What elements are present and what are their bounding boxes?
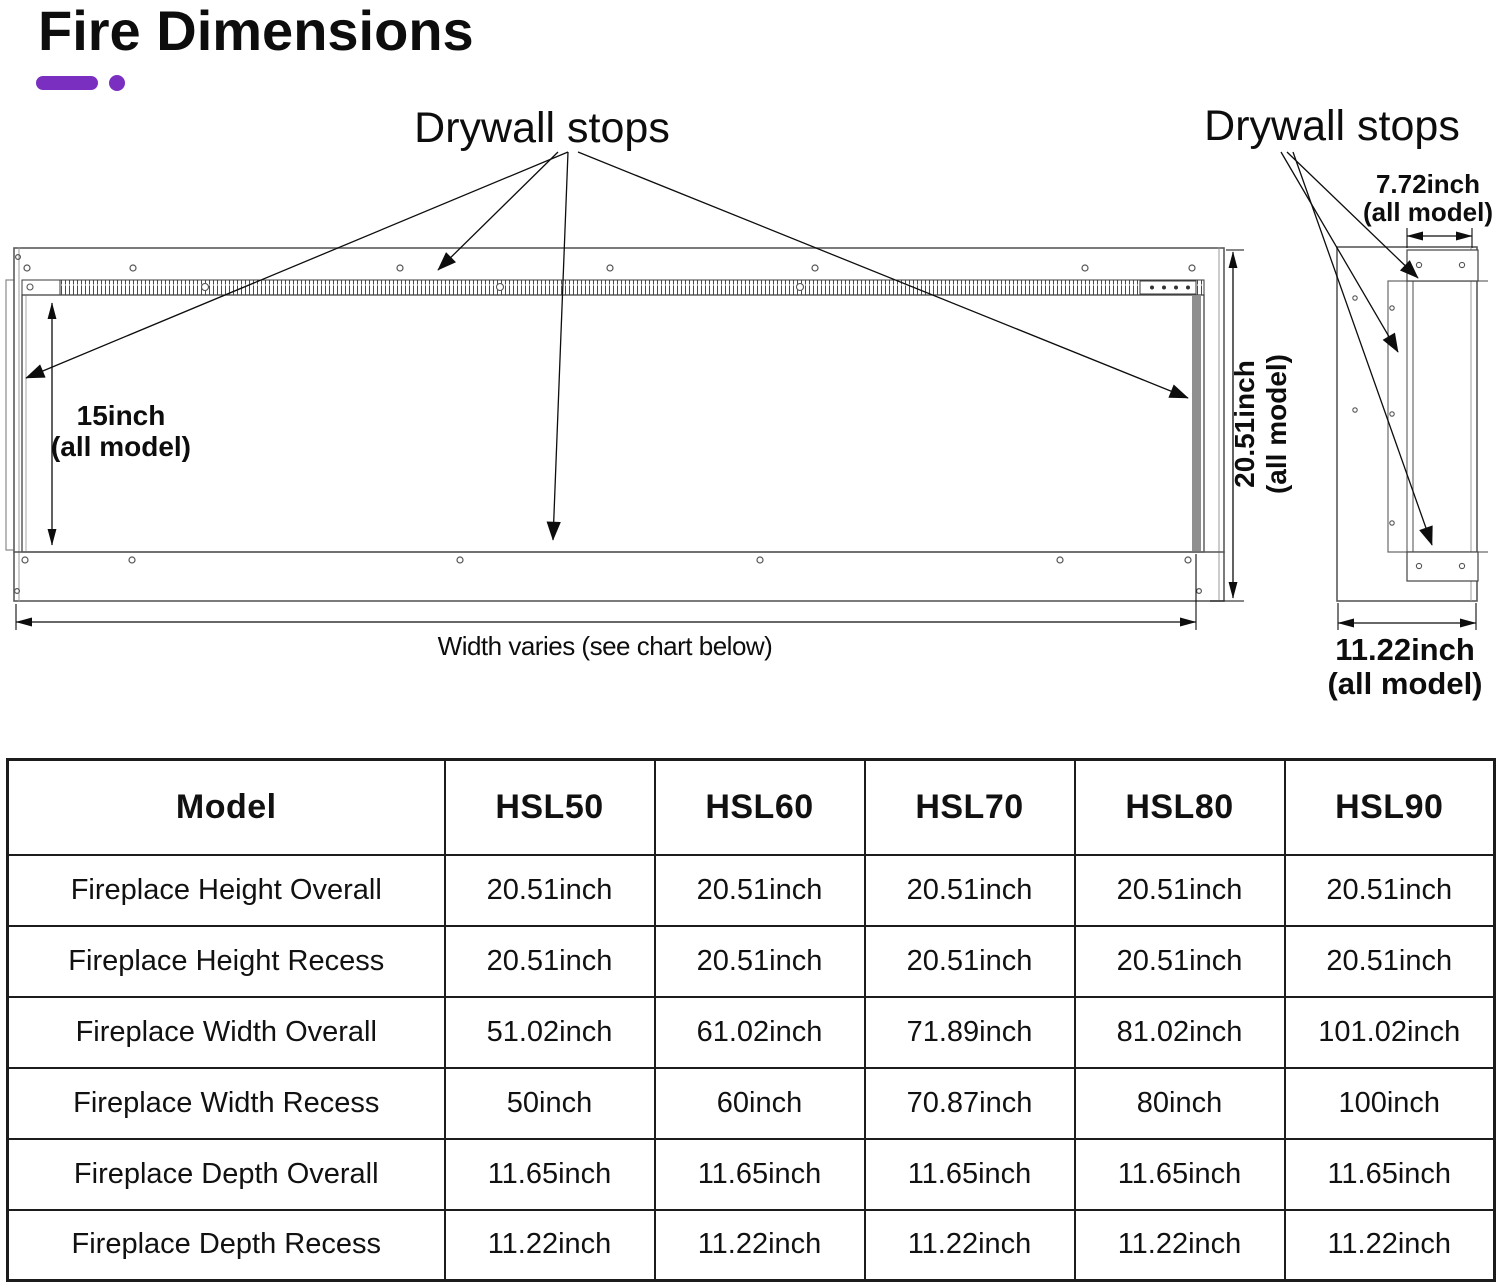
side-drywall-stops-label: Drywall stops [1204, 102, 1460, 150]
cell-value: 11.65inch [865, 1139, 1075, 1210]
table-row [8, 1210, 1495, 1281]
cell-value: 20.51inch [1075, 855, 1285, 926]
cell-value: 11.22inch [1075, 1210, 1285, 1281]
front-view [6, 248, 1224, 601]
side-overall-depth-scope: (all model) [1327, 666, 1483, 701]
table-row [8, 1068, 1495, 1139]
cell-value: 20.51inch [865, 926, 1075, 997]
header-hsl50: HSL50 [445, 760, 655, 855]
table-row [8, 1139, 1495, 1210]
row-label: Fireplace Height Recess [8, 926, 445, 997]
cell-value: 11.65inch [1075, 1139, 1285, 1210]
title-underline-dash [36, 76, 98, 90]
cell-value: 11.22inch [655, 1210, 865, 1281]
front-glass-right-band [1192, 296, 1201, 551]
cell-value: 20.51inch [1285, 855, 1495, 926]
front-inner-height-value: 15inch [76, 400, 166, 431]
side-top-depth-scope: (all model) [1362, 197, 1494, 227]
cell-value: 11.65inch [655, 1139, 865, 1210]
cell-value: 11.22inch [445, 1210, 655, 1281]
cell-value: 20.51inch [445, 926, 655, 997]
cell-value: 20.51inch [1075, 926, 1285, 997]
row-label: Fireplace Depth Recess [8, 1210, 445, 1281]
front-control-panel [1140, 281, 1196, 294]
cell-value: 20.51inch [445, 855, 655, 926]
cell-value: 101.02inch [1285, 997, 1495, 1068]
row-label: Fireplace Width Recess [8, 1068, 445, 1139]
header-model: Model [8, 760, 445, 855]
row-label: Fireplace Width Overall [8, 997, 445, 1068]
header-hsl60: HSL60 [655, 760, 865, 855]
side-top-depth-value: 7.72inch [1375, 169, 1481, 199]
title-underline-dot [109, 75, 125, 91]
side-top-flange [1407, 250, 1478, 281]
cell-value: 11.22inch [1285, 1210, 1495, 1281]
page-title-block [36, 0, 474, 91]
cell-value: 50inch [445, 1068, 655, 1139]
header-hsl80: HSL80 [1075, 760, 1285, 855]
front-recess-outline [6, 280, 14, 550]
front-drywall-stops-label: Drywall stops [414, 104, 670, 152]
cell-value: 11.65inch [445, 1139, 655, 1210]
front-overall-height-value: 20.51inch [1229, 360, 1260, 488]
side-overall-depth-dimension [1327, 603, 1482, 701]
table-row [8, 855, 1495, 926]
dimension-spec-table [6, 758, 1496, 1282]
cell-value: 11.65inch [1285, 1139, 1495, 1210]
cell-value: 61.02inch [655, 997, 865, 1068]
cell-value: 11.22inch [865, 1210, 1075, 1281]
table-row [8, 926, 1495, 997]
front-overall-height-scope: (all model) [1261, 353, 1292, 495]
row-label: Fireplace Height Overall [8, 855, 445, 926]
header-hsl70: HSL70 [865, 760, 1075, 855]
front-width-note: Width varies (see chart below) [437, 631, 773, 661]
cell-value: 20.51inch [655, 855, 865, 926]
side-bottom-flange [1407, 552, 1478, 581]
front-vent-strip [22, 280, 1204, 295]
front-inner-height-scope: (all model) [50, 431, 192, 462]
cell-value: 20.51inch [865, 855, 1075, 926]
cell-value: 71.89inch [865, 997, 1075, 1068]
cell-value: 100inch [1285, 1068, 1495, 1139]
header-hsl90: HSL90 [1285, 760, 1495, 855]
cell-value: 81.02inch [1075, 997, 1285, 1068]
cell-value: 70.87inch [865, 1068, 1075, 1139]
cell-value: 80inch [1075, 1068, 1285, 1139]
side-overall-depth-value: 11.22inch [1335, 632, 1475, 667]
cell-value: 60inch [655, 1068, 865, 1139]
cell-value: 20.51inch [655, 926, 865, 997]
table-header-row [8, 760, 1495, 855]
cell-value: 20.51inch [1285, 926, 1495, 997]
row-label: Fireplace Depth Overall [8, 1139, 445, 1210]
table-row [8, 997, 1495, 1068]
side-view [1337, 247, 1488, 601]
cell-value: 51.02inch [445, 997, 655, 1068]
side-top-depth-dimension [1363, 169, 1493, 248]
page-title: Fire Dimensions [38, 0, 474, 62]
